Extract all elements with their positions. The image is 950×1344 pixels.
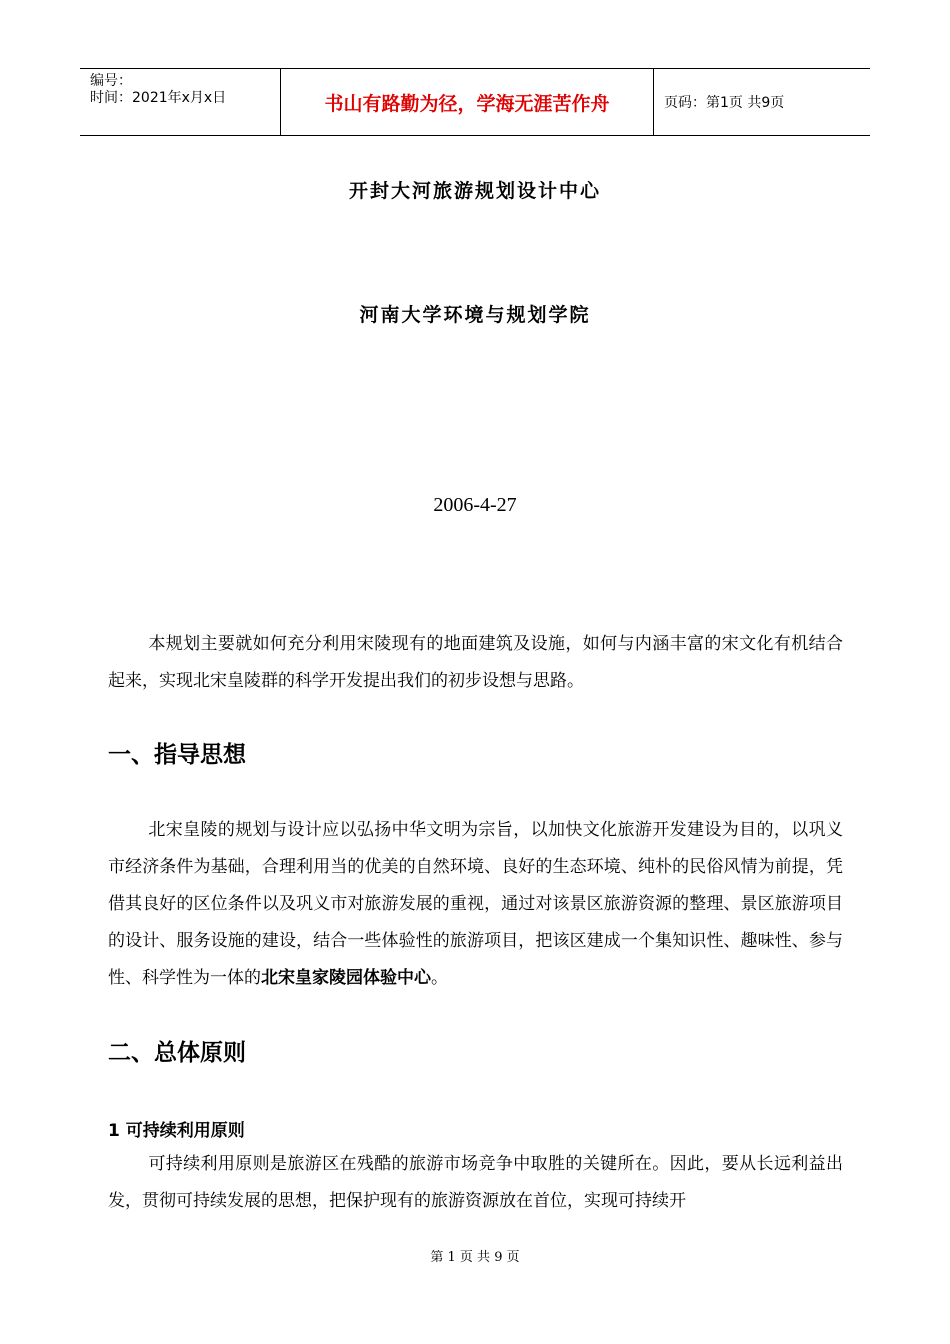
- document-header: [80, 68, 870, 136]
- time-label: 时间：2021年x月x日: [90, 90, 227, 106]
- section-2-heading: 二、总体原则: [108, 1040, 246, 1066]
- section-1-paragraph: [108, 812, 843, 997]
- header-motto: 书山有路勤为径，学海无涯苦作舟: [281, 69, 654, 135]
- intro-text: 本规划主要就如何充分利用宋陵现有的地面建筑及设施，如何与内涵丰富的宋文化有机结合起来，实现北宋皇陵群的科学开发提出我们的初步设想与思路。: [108, 634, 843, 691]
- section-1-end: 。: [431, 968, 448, 988]
- header-meta: [80, 69, 281, 135]
- intro-paragraph: [108, 626, 843, 700]
- org-title-2: 河南大学环境与规划学院: [359, 304, 591, 326]
- org-title-1: 开封大河旅游规划设计中心: [348, 180, 601, 202]
- section-1-text: 北宋皇陵的规划与设计应以弘扬中华文明为宗旨，以加快文化旅游开发建设为目的，以巩义市经济条件为基础，合理利用当的优美的自然环境、良好的生态环境、纯朴的民俗风情为前提，凭借其良好的区位条件以及巩义市对旅游发展的重视，通过对该景区旅游资源的整理、景区旅游项目的设计、服务设施的建设，结合一些体验性的旅游项目，把该区建成一个集知识性、趣味性、参与性、科学性为一体的: [108, 820, 843, 988]
- subsection-1-paragraph: [108, 1146, 843, 1220]
- number-label: 编号：: [90, 73, 132, 89]
- header-page-info: 页码：第1页 共9页: [664, 95, 785, 111]
- subsection-1-text: 可持续利用原则是旅游区在残酷的旅游市场竞争中取胜的关键所在。因此，要从长远利益出发，贯彻可持续发展的思想，把保护现有的旅游资源放在首位，实现可持续开: [108, 1154, 843, 1211]
- subsection-1-heading: 1 可持续利用原则: [108, 1121, 245, 1141]
- document-date: 2006-4-27: [433, 494, 517, 516]
- section-1-heading: 一、指导思想: [108, 742, 246, 768]
- section-1-emphasis: 北宋皇家陵园体验中心: [261, 968, 431, 988]
- page-footer: 第 1 页 共 9 页: [430, 1250, 520, 1265]
